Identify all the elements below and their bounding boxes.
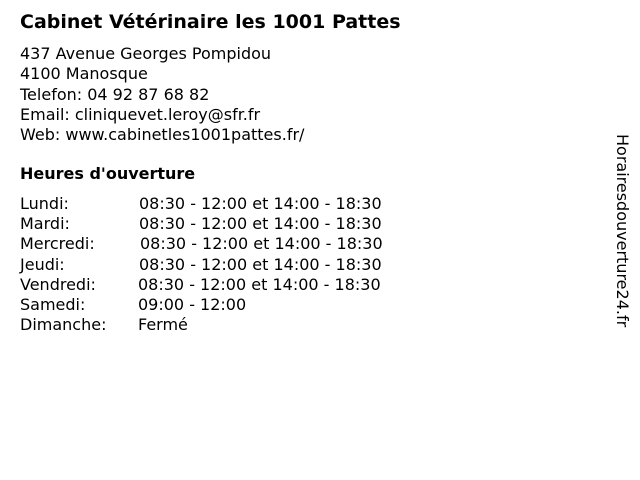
time-value: 08:30 - 12:00 et 14:00 - 18:30 (138, 274, 381, 294)
time-value: 08:30 - 12:00 et 14:00 - 18:30 (139, 214, 382, 234)
time-value: 08:30 - 12:00 et 14:00 - 18:30 (139, 194, 382, 213)
address-street: 437 Avenue Georges Pompidou (20, 44, 272, 63)
hours-heading: Heures d'ouverture (20, 164, 196, 183)
business-name: Cabinet Vétérinaire les 1001 Pattes (20, 11, 401, 33)
day-label: Mardi: (20, 214, 70, 234)
day-label: Mercredi: (20, 234, 95, 254)
web-line: Web: www.cabinetles1001pattes.fr/ (20, 125, 305, 145)
day-label: Dimanche: (20, 315, 107, 335)
phone-line: Telefon: 04 92 87 68 82 (20, 84, 210, 104)
day-label: Lundi: (20, 194, 69, 213)
time-value: 08:30 - 12:00 et 14:00 - 18:30 (140, 234, 383, 254)
time-value: 08:30 - 12:00 et 14:00 - 18:30 (139, 254, 382, 274)
day-label: Vendredi: (20, 274, 96, 294)
site-watermark: Horairesdouverture24.fr (613, 134, 632, 328)
day-label: Jeudi: (20, 254, 65, 274)
email-line: Email: cliniquevet.leroy@sfr.fr (20, 104, 261, 124)
day-label: Samedi: (20, 294, 86, 314)
address-city: 4100 Manosque (20, 64, 148, 84)
time-value: Fermé (138, 315, 188, 335)
time-value: 09:00 - 12:00 (138, 294, 247, 314)
contact-block (20, 44, 304, 145)
